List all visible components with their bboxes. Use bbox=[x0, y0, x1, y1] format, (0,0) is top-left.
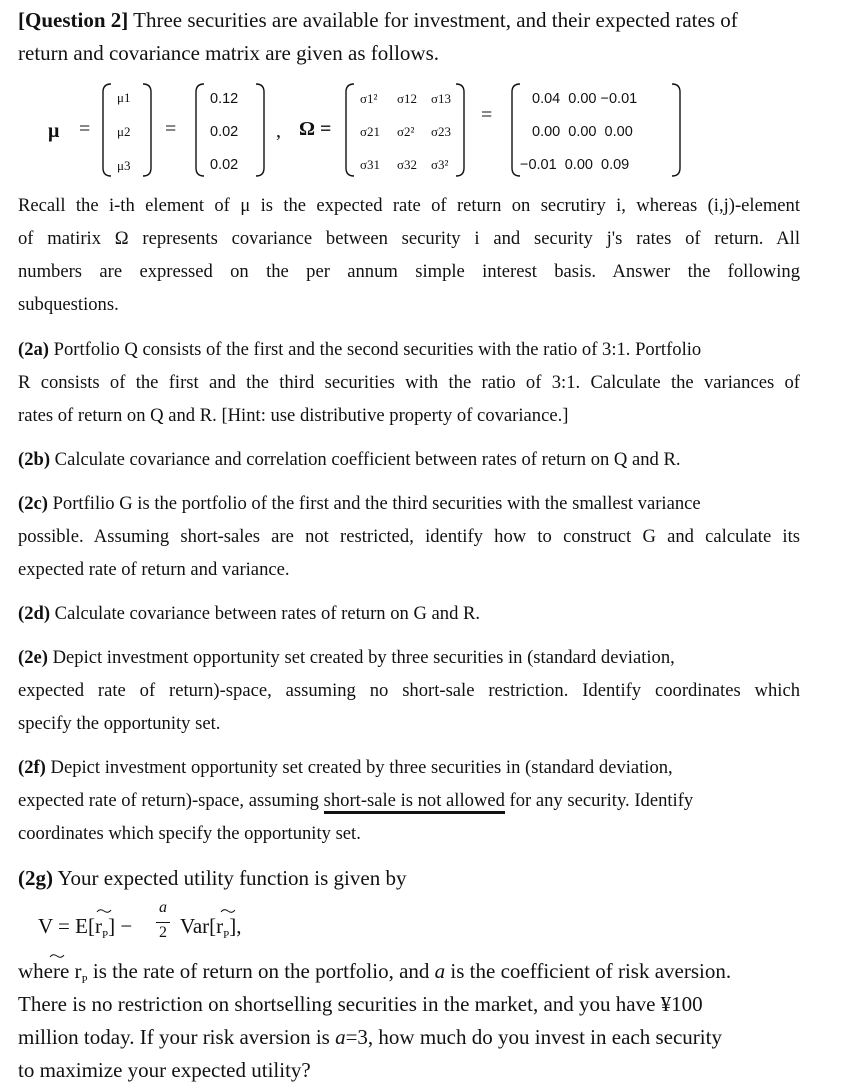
comma: , bbox=[276, 120, 281, 142]
mu-symbol: μ bbox=[48, 120, 60, 142]
recall-line-1: Recall the i-th element of μ is the expected rate of return on secrutiry i, whereas (i,j)-element bbox=[18, 195, 800, 216]
equals-sign: = bbox=[79, 118, 91, 140]
formula-var: $Var[r_P]$, bbox=[180, 914, 242, 942]
q2g-line-4: There is no restriction on shortselling securities in the market, and you have ¥100 bbox=[18, 992, 703, 1016]
equals-sign-3: = bbox=[481, 104, 493, 126]
q2c-line-1 bbox=[18, 493, 800, 515]
q2g-line-6: to maximize your expected utility? bbox=[18, 1058, 311, 1082]
q2a-label: (2a) bbox=[18, 339, 49, 360]
omega-sym-31: σ31 bbox=[360, 157, 381, 172]
q2g-line-1 bbox=[18, 866, 406, 891]
omega-sym-21: σ21 bbox=[360, 124, 381, 139]
formula-left: $V = E[r_P]$ − bbox=[38, 914, 133, 942]
q2g-intro: Your expected utility function is given by bbox=[53, 866, 407, 890]
q2b-label: (2b) bbox=[18, 449, 51, 470]
q2d-text: Calculate covariance between rates of return on G and R. bbox=[50, 603, 481, 624]
q2a-line-3: rates of return on Q and R. [Hint: use distributive property of covariance.] bbox=[18, 405, 569, 426]
q2a-line-2: R consists of the first and the third securities with the ratio of 3:1. Calculate the variances of bbox=[18, 372, 800, 393]
equals-sign-2: = bbox=[165, 118, 177, 140]
q2c-label: (2c) bbox=[18, 493, 48, 514]
q2d-line bbox=[18, 603, 800, 625]
omega-symbol: Ω = bbox=[299, 118, 332, 140]
question-label: [Question 2] bbox=[18, 8, 129, 32]
q2c-line-3: expected rate of return and variance. bbox=[18, 559, 290, 580]
omega-sym-11: σ1² bbox=[360, 91, 378, 106]
mu-entry-2: μ2 bbox=[117, 124, 131, 139]
tilde-mark-where bbox=[48, 951, 68, 961]
q2e-line-3: specify the opportunity set. bbox=[18, 713, 221, 734]
omega-row-2: 0.00 0.00 0.00 bbox=[532, 124, 633, 140]
recall-line-3: numbers are expressed on the per annum simple interest basis. Answer the following bbox=[18, 261, 800, 282]
q2g-label: (2g) bbox=[18, 866, 53, 890]
mu-entry-3: μ3 bbox=[117, 158, 131, 173]
mu-value-3: 0.02 bbox=[210, 157, 239, 173]
omega-row-3: −0.01 0.00 0.09 bbox=[520, 157, 630, 173]
q2e-line-2: expected rate of return)-space, assuming no short-sale restriction. Identify coordinates which bbox=[18, 680, 800, 701]
omega-sym-23: σ23 bbox=[431, 124, 452, 139]
q2c-text-1: Portfilio G is the portfolio of the first and the third securities with the smallest variance bbox=[47, 493, 701, 514]
question-title bbox=[18, 8, 738, 33]
omega-sym-32: σ32 bbox=[397, 157, 418, 172]
frac-numerator: a bbox=[159, 899, 167, 916]
q2e-line-1 bbox=[18, 647, 800, 669]
intro-line-2: return and covariance matrix are given as follows. bbox=[18, 41, 439, 65]
omega-sym-33: σ3² bbox=[431, 157, 449, 172]
q2f-label: (2f) bbox=[18, 757, 46, 778]
omega-row-1: 0.04 0.00 −0.01 bbox=[532, 91, 638, 107]
frac-denominator: 2 bbox=[159, 924, 167, 941]
omega-sym-12: σ12 bbox=[397, 91, 418, 106]
intro-line-1: Three securities are available for investment, and their expected rates of bbox=[128, 8, 738, 32]
q2a-line-1 bbox=[18, 339, 800, 361]
frac-bar bbox=[156, 922, 170, 923]
q2e-text-1: Depict investment opportunity set created by three securities in (standard deviation, bbox=[47, 647, 675, 668]
mu-value-1: 0.12 bbox=[210, 91, 239, 107]
omega-sym-22: σ2² bbox=[397, 124, 415, 139]
q2g-line-3: where $r_P$ is the rate of return on the portfolio, and a is the coefficient of risk aversion. bbox=[18, 959, 732, 987]
q2d-label: (2d) bbox=[18, 603, 51, 624]
q2b-line bbox=[18, 449, 800, 471]
q2c-line-2: possible. Assuming short-sales are not restricted, identify how to construct G and calculate its bbox=[18, 526, 800, 547]
q2f-line-2 bbox=[18, 790, 800, 812]
q2f-underlined-text: short-sale is not allowed bbox=[324, 790, 505, 814]
recall-line-4: subquestions. bbox=[18, 294, 119, 315]
q2f-line-3: coordinates which specify the opportunity set. bbox=[18, 823, 361, 844]
q2f-text-1: Depict investment opportunity set created by three securities in (standard deviation, bbox=[45, 757, 673, 778]
mu-entry-1: μ1 bbox=[117, 90, 131, 105]
mu-value-2: 0.02 bbox=[210, 124, 239, 140]
q2b-text: Calculate covariance and correlation coefficient between rates of return on Q and R. bbox=[50, 449, 681, 470]
recall-line-2: of matirix Ω represents covariance between security i and security j's rates of return. All bbox=[18, 228, 800, 249]
q2f-text-2-post: for any security. Identify bbox=[504, 790, 694, 811]
tilde-marks bbox=[80, 906, 280, 916]
q2f-text-2-pre: expected rate of return)-space, assuming bbox=[18, 790, 324, 811]
q2e-label: (2e) bbox=[18, 647, 48, 668]
q2g-line-5: million today. If your risk aversion is a=3, how much do you invest in each security bbox=[18, 1025, 722, 1049]
q2a-text-1: Portfolio Q consists of the first and the second securities with the ratio of 3:1. Portfolio bbox=[48, 339, 702, 360]
q2f-line-1 bbox=[18, 757, 800, 779]
omega-sym-13: σ13 bbox=[431, 91, 452, 106]
